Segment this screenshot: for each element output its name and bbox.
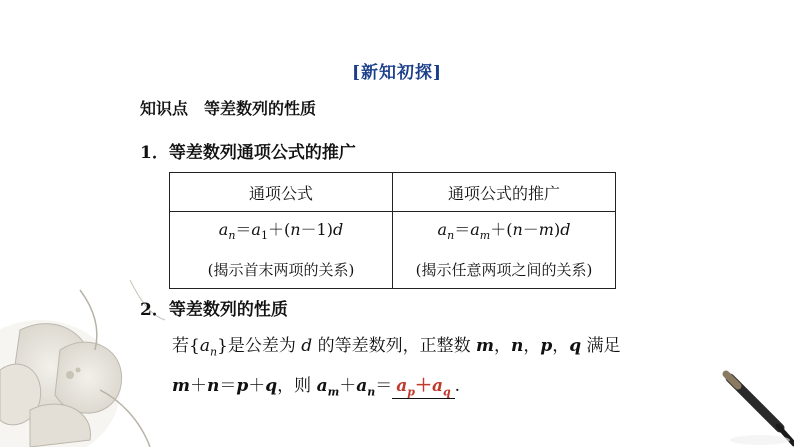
- calligraphy-brush-decoration: [720, 368, 794, 447]
- general-term-note: (揭示首末两项的关系): [207, 261, 355, 280]
- property-statement-line1: 若$\{a_n\}$是公差为 d 的等差数列，正整数 m，n，p，q 满足: [172, 336, 621, 359]
- formula-table: [169, 172, 616, 289]
- heading-properties: 2．等差数列的性质: [140, 300, 288, 320]
- knowledge-point-heading: [140, 96, 316, 119]
- knowledge-point-title: 等差数列的性质: [204, 99, 317, 118]
- table-header-cell: 通项公式的推广: [393, 173, 616, 212]
- heading-general-term-extension: 1．等差数列通项公式的推广: [140, 143, 356, 163]
- table-cell-general-term: [170, 212, 393, 289]
- general-term-formula: $a_n=a_1+(n-1)d$: [218, 219, 344, 243]
- property-statement-line2: m＋n＝p＋q，则 $a_m+a_n= a_p+a_q$ .: [172, 371, 460, 399]
- table-row: [170, 212, 616, 289]
- table-cell-extension: [393, 212, 616, 289]
- table-header-cell: 通项公式: [170, 173, 393, 212]
- table-header-row: [170, 173, 616, 212]
- knowledge-point-label: 知识点: [140, 99, 189, 118]
- section-title: [新知初探]: [351, 63, 443, 83]
- fill-in-answer: $a_p+a_q$: [392, 371, 454, 399]
- extension-note: (揭示任意两项之间的关系): [415, 261, 593, 280]
- extension-formula: $a_n=a_m+(n-m)d$: [437, 219, 571, 243]
